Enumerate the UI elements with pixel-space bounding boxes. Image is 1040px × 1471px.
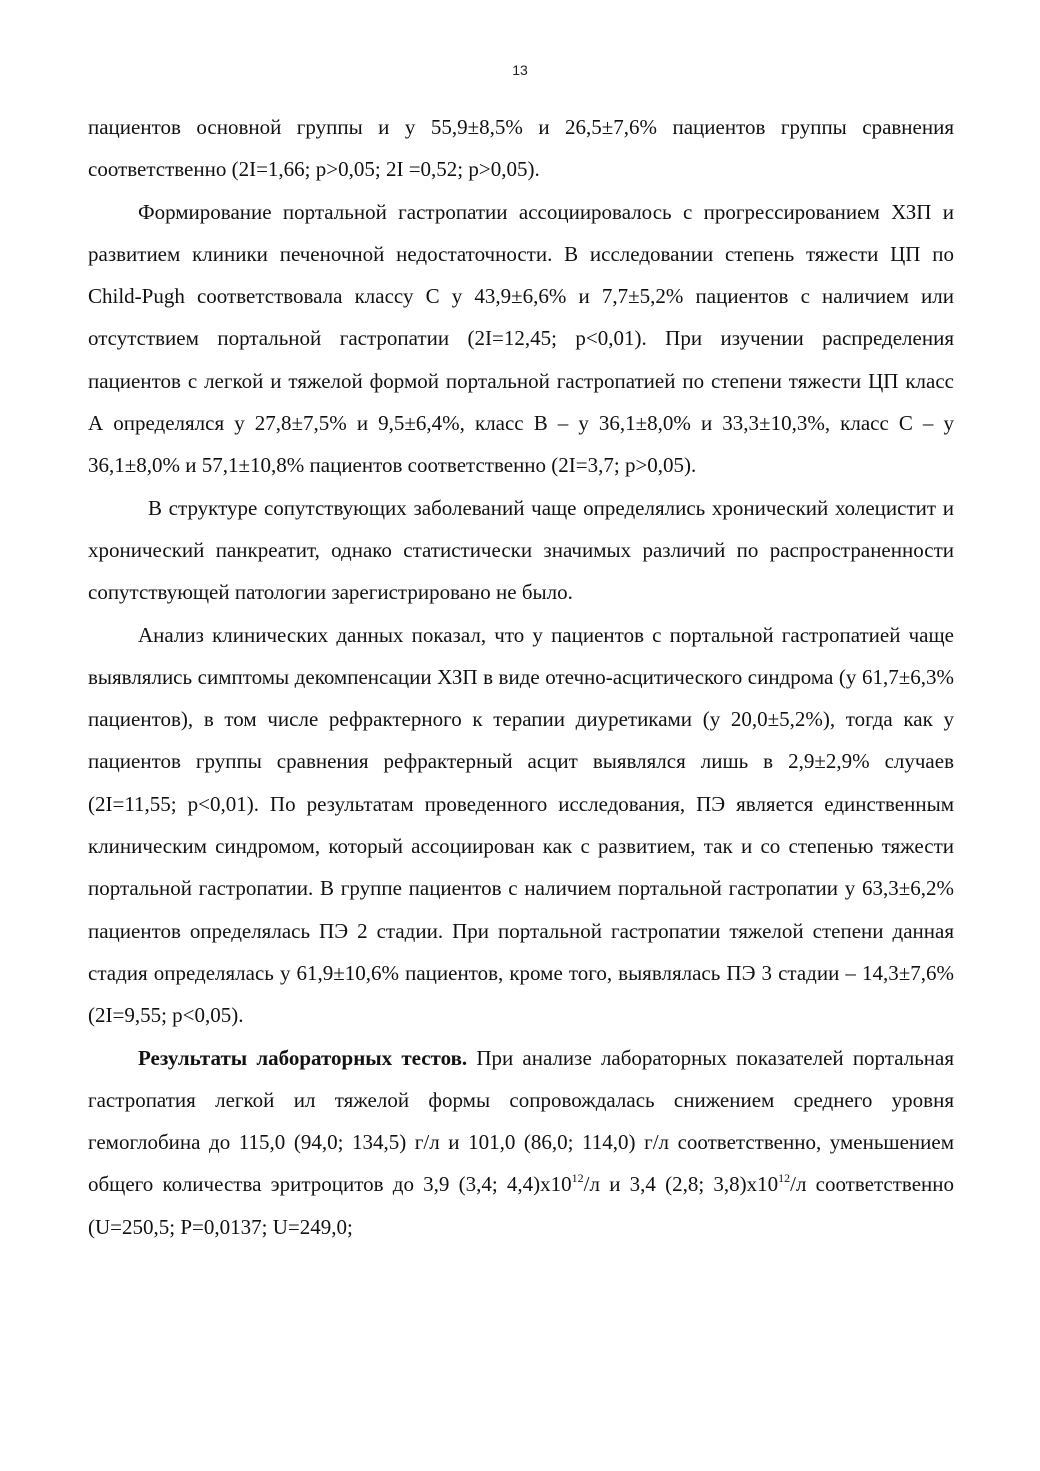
exponent-2: 12 (778, 1171, 791, 1186)
lab-results-text-3: /л соответственно (U=250,5; P=0,0137; U=249,0; (88, 1172, 954, 1239)
paragraph-lab-results (88, 1037, 954, 1248)
document-body (88, 106, 954, 1248)
page-number: 13 (512, 62, 528, 78)
paragraph-clinical-analysis: Анализ клинических данных показал, что у пациентов с портальной гастропатией чаще выявлялись симптомы декомпенсации ХЗП в виде отечно-асцитического синдрома (у 61,7±6,3% пациентов), в том числе рефрактерного к терапии диуретиками (у 20,0±5,2%), тогда как у пациентов группы сравнения рефрактерный асцит выявлялся лишь в 2,9±2,9% случаев (2I=11,55; p<0,01). По результатам проведенного исследования, ПЭ является единственным клиническим синдромом, который ассоциирован как с развитием, так и со степенью тяжести портальной гастропатии. В группе пациентов с наличием портальной гастропатии у 63,3±6,2% пациентов определялась ПЭ 2 стадии. При портальной гастропатии тяжелой степени данная стадия определялась у 61,9±10,6% пациентов, кроме того, выявлялась ПЭ 3 стадии – 14,3±7,6% (2I=9,55; p<0,05). (88, 622, 954, 1028)
lab-results-heading: Результаты лабораторных тестов. (138, 1045, 468, 1070)
lab-results-text-2: /л и 3,4 (2,8; 3,8)х10 (583, 1172, 779, 1197)
paragraph-portal-gastropathy-progression: Формирование портальной гастропатии ассоциировалось с прогрессированием ХЗП и развитием клиники печеночной недостаточности. В исследовании степень тяжести ЦП по Child-Pugh соответствовала классу С у 43,9±6,6% и 7,7±5,2% пациентов с наличием или отсутствием портальной гастропатии (2I=12,45; p<0,01). При изучении распределения пациентов с легкой и тяжелой формой портальной гастропатией по степени тяжести ЦП класс А определялся у 27,8±7,5% и 9,5±6,4%, класс В – у 36,1±8,0% и 33,3±10,3%, класс С – у 36,1±8,0% и 57,1±10,8% пациентов соответственно (2I=3,7; p>0,05). (88, 199, 954, 478)
lab-results-text-1: При анализе лабораторных показателей портальная гастропатия легкой ил тяжелой формы сопровождалась снижением среднего уровня гемоглобина до 115,0 (94,0; 134,5) г/л и 101,0 (86,0; 114,0) г/л соответственно, уменьшением общего количества эритроцитов до 3,9 (3,4; 4,4)х10 (88, 1045, 954, 1197)
paragraph-comorbidities: В структуре сопутствующих заболеваний чаще определялись хронический холецистит и хронический панкреатит, однако статистически значимых различий по распространенности сопутствующей патологии зарегистрировано не было. (88, 495, 954, 605)
paragraph-group-comparison: пациентов основной группы и у 55,9±8,5% и 26,5±7,6% пациентов группы сравнения соответственно (2I=1,66; p>0,05; 2I =0,52; p>0,05). (88, 115, 954, 182)
exponent-1: 12 (571, 1171, 584, 1186)
